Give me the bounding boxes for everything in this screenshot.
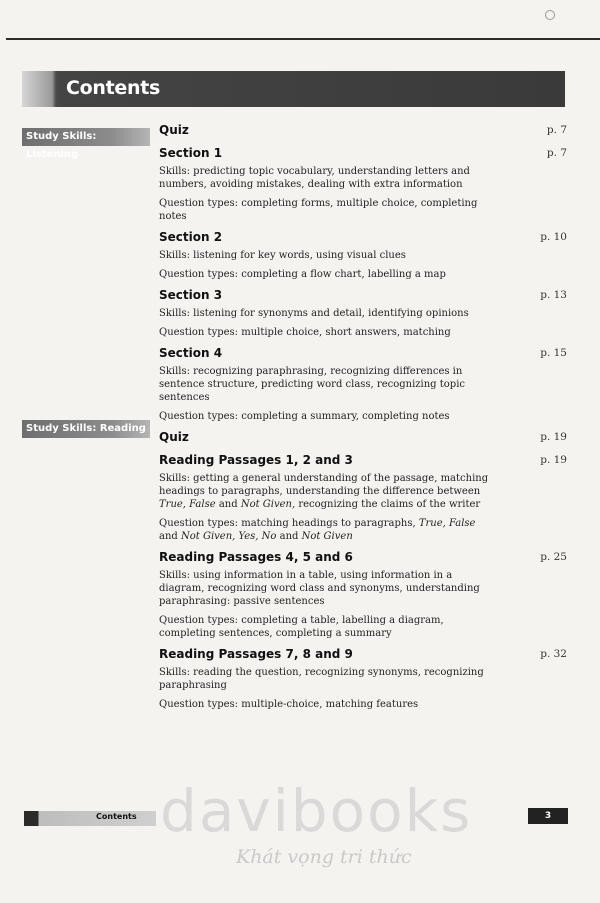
entry-title: Section 4 (159, 346, 223, 360)
entry-page: p. 25 (540, 551, 567, 563)
entry-question-types: Question types: completing a flow chart, labelling a map (159, 269, 446, 280)
entry-title: Section 2 (159, 230, 223, 244)
entry-skills: Skills: predicting topic vocabulary, understanding letters and numbers, avoiding mistakes, dealing with extra information (159, 166, 470, 190)
entry-question-types: Question types: multiple choice, short answers, matching (159, 327, 451, 338)
footer-label: Contents (96, 812, 137, 821)
toc-entry-reading-quiz[interactable] (159, 429, 569, 446)
entry-question-types: Question types: completing forms, multiple choice, completing notes (159, 198, 478, 222)
entry-question-types: Question types: multiple-choice, matching features (159, 699, 419, 710)
entry-title: Reading Passages 4, 5 and 6 (159, 550, 353, 564)
entry-skills: Skills: using information in a table, using information in a diagram, recognizing word class and synonyms, understanding paraphrasing: passive sentences (159, 570, 480, 607)
entry-skills: Skills: getting a general understanding of the passage, matching headings to paragraphs, understanding the difference between True, False and Not Given, recognizing the claims of the writer (159, 473, 489, 510)
entry-title: Quiz (159, 123, 189, 137)
entry-question-types: Question types: completing a summary, completing notes (159, 411, 450, 422)
entry-title: Section 1 (159, 146, 223, 160)
contents-list (159, 122, 569, 713)
entry-skills: Skills: listening for key words, using visual clues (159, 250, 406, 261)
watermark-logo: davibooks (160, 777, 473, 845)
page-number: 3 (528, 808, 568, 824)
entry-title: Quiz (159, 430, 189, 444)
entry-question-types: Question types: completing a table, labelling a diagram, completing sentences, completing a summary (159, 615, 444, 639)
entry-page: p. 19 (540, 431, 567, 443)
entry-title: Section 3 (159, 288, 223, 302)
toc-entry-listening-quiz[interactable] (159, 122, 569, 139)
top-rule (6, 38, 600, 40)
entry-skills: Skills: listening for synonyms and detail, identifying opinions (159, 308, 469, 319)
entry-skills: Skills: reading the question, recognizing synonyms, recognizing paraphrasing (159, 667, 484, 691)
toc-entry-section-4[interactable] (159, 345, 569, 423)
entry-skills: Skills: recognizing paraphrasing, recognizing differences in sentence structure, predicting word class, recognizing topic sentences (159, 366, 465, 403)
entry-page: p. 15 (540, 347, 567, 359)
title-bar (22, 71, 565, 107)
toc-entry-reading-passages-1-3[interactable] (159, 452, 569, 543)
entry-page: p. 7 (546, 124, 567, 136)
toc-entry-section-2[interactable] (159, 229, 569, 281)
entry-page: p. 32 (540, 648, 567, 660)
page-title: Contents (66, 77, 161, 99)
entry-title: Reading Passages 7, 8 and 9 (159, 647, 353, 661)
corner-mark (545, 10, 555, 20)
toc-entry-section-3[interactable] (159, 287, 569, 339)
entry-title: Reading Passages 1, 2 and 3 (159, 453, 353, 467)
toc-entry-reading-passages-7-9[interactable] (159, 646, 569, 711)
entry-page: p. 7 (546, 147, 567, 159)
entry-question-types: Question types: matching headings to paragraphs, True, False and Not Given, Yes, No and Not Given (159, 518, 476, 542)
section-label-listening: Study Skills: Listening (22, 128, 150, 146)
watermark-tagline: Khát vọng tri thức (236, 846, 412, 868)
entry-page: p. 10 (540, 231, 567, 243)
section-label-reading: Study Skills: Reading (22, 420, 150, 438)
toc-entry-section-1[interactable] (159, 145, 569, 223)
entry-page: p. 19 (540, 454, 567, 466)
footer-label-bar (24, 811, 156, 826)
toc-entry-reading-passages-4-6[interactable] (159, 549, 569, 640)
entry-page: p. 13 (540, 289, 567, 301)
